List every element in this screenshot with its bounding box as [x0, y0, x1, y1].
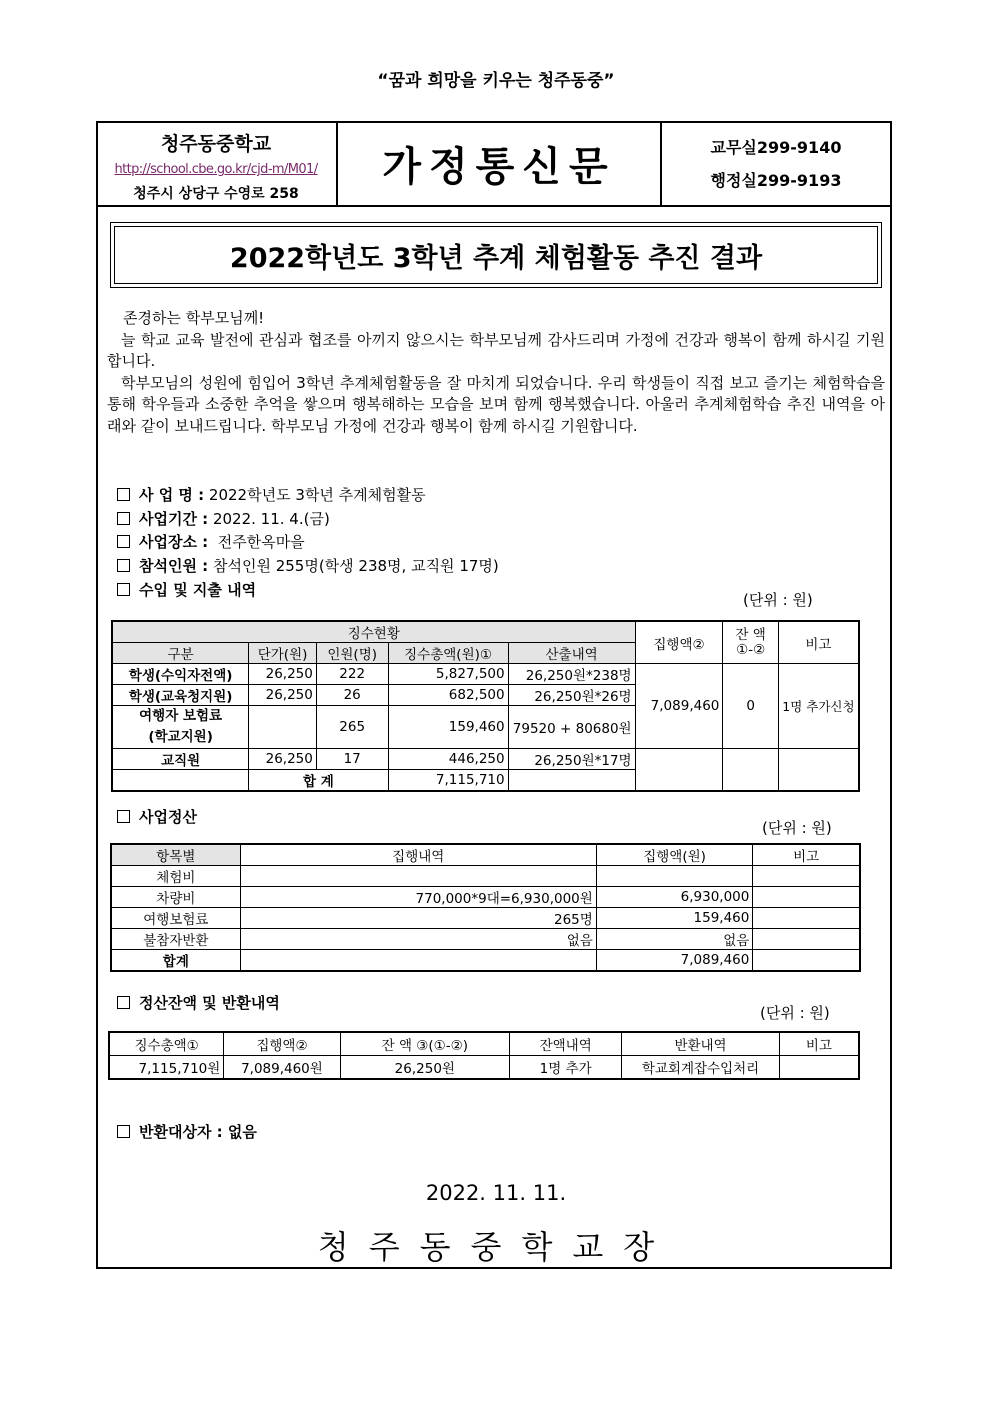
table-header: 징수현황: [112, 621, 635, 643]
note: 1명 추가신청: [778, 664, 859, 749]
contact-info: [662, 121, 890, 205]
table-row: 7,115,710원 7,089,460원 26,250원 1명 추가 학교회계잡수입처리: [109, 1056, 859, 1080]
table-row: 학생(수익자전액) 26,250 222 5,827,500 26,250원*238명 7,089,460 0 1명 추가신청: [112, 664, 859, 685]
item-name: 사 업 명 : 2022학년도 3학년 추계체험활동: [117, 484, 426, 505]
table-header: 징수총액(원)①: [388, 643, 508, 664]
item-attendees: 참석인원 : 참석인원 255명(학생 238명, 교직원 17명): [117, 555, 499, 576]
unit-label: (단위 : 원): [762, 819, 832, 837]
table-row: 여행자 보험료 (학교지원) 265 159,460 79520 + 80680원: [112, 706, 859, 749]
section-refund: 정산잔액 및 반환내역: [117, 992, 280, 1013]
principal-signature: 청주동중학교장: [317, 1228, 675, 1266]
document-title: 2022학년도 3학년 추계 체험활동 추진 결과: [114, 226, 878, 284]
table-header: 집행액②: [635, 621, 723, 664]
table-header: 구분: [112, 643, 249, 664]
table-row: 학생(교육청지원) 26,250 26 682,500 26,250원*26명: [112, 685, 859, 706]
school-address: 청주시 상당구 수영로 258: [133, 186, 299, 202]
greeting: 존경하는 학부모님께!: [123, 309, 265, 327]
item-place: 사업장소 : 전주한옥마을: [117, 531, 305, 552]
table-total-row: 합 계 7,115,710: [112, 770, 859, 792]
table-header: 단가(원): [249, 643, 317, 664]
refund-table: 징수총액① 집행액② 잔 액 ③(①-②) 잔액내역 반환내역 비고 7,115,710원 7,089,460원 26,250원 1명 추가 학교회계잡수입처리: [108, 1031, 860, 1080]
phone-office: 교무실299-9140: [710, 138, 842, 157]
exec-amount: 7,089,460: [635, 664, 723, 749]
newsletter-title-cell: [338, 121, 662, 205]
school-url-link[interactable]: http://school.cbe.go.kr/cjd-m/M01/: [114, 162, 318, 177]
newsletter-title: 가정통신문: [382, 143, 616, 190]
income-table: [111, 620, 860, 792]
title-box: [110, 222, 882, 288]
balance: 0: [723, 664, 779, 749]
table-row: 여행보험료 265명 159,460: [111, 908, 860, 929]
slogan: “꿈과 희망을 키우는 청주동중”: [377, 71, 615, 91]
item-period: 사업기간 : 2022. 11. 4.(금): [117, 508, 330, 529]
item-income-expense: 수입 및 지출 내역: [117, 579, 256, 600]
table-header: 인원(명): [316, 643, 388, 664]
table-header: 잔 액 ①-②: [723, 621, 779, 664]
table-row: 체험비: [111, 866, 860, 887]
table-header: 산출내역: [508, 643, 635, 664]
section-settlement: 사업정산: [117, 806, 197, 827]
checkbox-icon: [117, 535, 130, 548]
unit-label: (단위 : 원): [743, 591, 813, 609]
checkbox-icon: [117, 488, 130, 501]
checkbox-icon: [117, 512, 130, 525]
issue-date: 2022. 11. 11.: [425, 1181, 567, 1205]
checkbox-icon: [117, 559, 130, 572]
school-info: [96, 121, 338, 205]
table-row: 교직원 26,250 17 446,250 26,250원*17명: [112, 749, 859, 770]
letterhead: [96, 121, 892, 207]
paragraph-2: 학부모님의 성원에 힘입어 3학년 추계체험활동을 잘 마치게 되었습니다. 우리 학생들이 직접 보고 즐기는 체험학습을 통해 학우들과 소중한 추억을 쌓으며 행복해하는 모습을 보며 함께 행복했습니다. 아울러 추계체험학습 추진 내역을 아래와 같이 보내드립니다. 학부모님 가정에 건강과 행복이 함께 하시길 기원합니다.: [107, 373, 885, 435]
checkbox-icon: [117, 583, 130, 596]
refund-target: 반환대상자 : 없음: [117, 1121, 257, 1142]
table-header: 비고: [778, 621, 859, 664]
paragraph-1: 늘 학교 교육 발전에 관심과 협조를 아끼지 않으시는 학부모님께 감사드리며 가정에 건강과 행복이 함께 하시길 기원합니다.: [107, 330, 885, 370]
table-total-row: 합계 7,089,460: [111, 950, 860, 972]
school-name: 청주동중학교: [160, 133, 272, 155]
checkbox-icon: [117, 1125, 130, 1138]
table-row: 불참자반환 없음 없음: [111, 929, 860, 950]
phone-admin: 행정실299-9193: [710, 171, 842, 190]
checkbox-icon: [117, 996, 130, 1009]
checkbox-icon: [117, 810, 130, 823]
table-row: 차량비 770,000*9대=6,930,000원 6,930,000: [111, 887, 860, 908]
letter-body: [107, 308, 885, 437]
unit-label: (단위 : 원): [760, 1004, 830, 1022]
settlement-table: 항목별 집행내역 집행액(원) 비고 체험비 차량비 770,000*9대=6,930,000원 6,930,000 여행보험료 265명 159,460 불참자반환 없음 없음 합계 7,089,460: [110, 843, 861, 972]
